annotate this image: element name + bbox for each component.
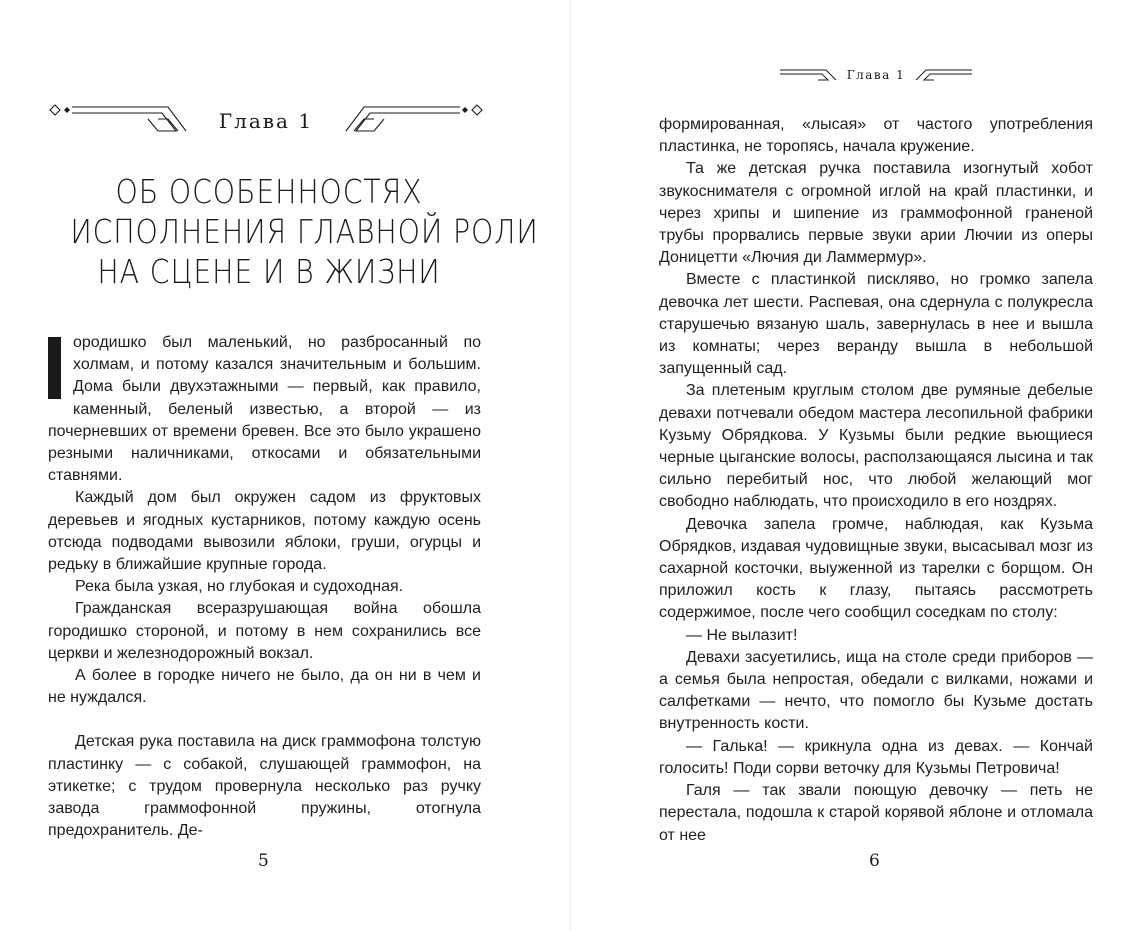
paragraph: Детская рука поставила на диск граммофона толстую пластинку — с собакой, слушающей граммофон, на этикетке; с трудом провернула несколько раз ручку завода граммофонной пружины, отогнула предохранитель. Де- (48, 733, 481, 840)
paragraph: Каждый дом был окружен садом из фруктовых деревьев и ягодных кустарников, потому каждую осень отсюда подводами вывозили яблоки, груши, огурцы и редьку в ближайшие крупные города. (48, 489, 481, 574)
paragraph: — Галька! — крикнула одна из девах. — Кончай голосить! Поди сорви веточку для Кузьмы Петровича! (659, 737, 1093, 777)
paragraph: Вместе с пластинкой пискляво, но громко запела девочка лет шести. Распевая, она сдернула с полукресла старушечью вязаную шаль, завернулась в нее и вышла из комнаты; через веранду вышла в небольшой запущенный сад. (659, 271, 1093, 378)
paragraph: Девахи засуетились, ища на столе среди приборов — а семья была непростая, обедали с вилками, ножами и салфетками — нечто, что помогло бы Кузьме достать внутренность кости. (659, 648, 1093, 733)
chapter-title-line: НА СЦЕНЕ И В ЖИЗНИ (97, 252, 441, 291)
left-page-text (48, 332, 481, 842)
paragraph: формированная, «лысая» от частого употребления пластинка, не торопясь, начала кружение. (659, 116, 1093, 156)
chapter-title-line: ОБ ОСОБЕННОСТЯХ (115, 172, 423, 211)
left-page (0, 0, 570, 931)
paragraph: Гражданская всеразрушающая война обошла городишко стороной, и потому в нем сохранились все церкви и железнодорожный вокзал. (48, 600, 481, 662)
chapter-header (48, 98, 484, 138)
right-page-text (659, 114, 1093, 847)
chapter-label: Глава 1 (218, 109, 314, 133)
paragraph: Девочка запела громче, наблюдая, как Кузьма Обрядков, издавая чудовищные звуки, высасывал мозг из сахарной косточки, выуженной из тарелки с борщом. Он приложил кость к глазу, пытаясь рассмотреть содержимое, после чего сообщил соседкам по столу: (659, 515, 1093, 622)
running-head (778, 66, 974, 82)
page-number: 5 (258, 851, 269, 871)
paragraph: — Не вылазит! (686, 626, 798, 644)
ornament-right-icon (344, 98, 484, 138)
section-break (48, 709, 481, 731)
paragraph: Галя — так звали поющую девочку — петь не перестала, подошла к старой корявой яблоне и отломала от нее (659, 782, 1093, 844)
running-head-ornament-right-icon (914, 66, 974, 82)
paragraph: Река была узкая, но глубокая и судоходная. (75, 578, 404, 596)
paragraph: А более в городке ничего не было, да он ни в чем и не нуждался. (48, 667, 481, 707)
paragraph: Та же детская ручка поставила изогнутый хобот звукоснимателя с огромной иглой на край пластинки, и через хрипы и шипение из граммофонной граненой трубы прорвались первые звуки арии Лючии из оперы Доницетти «Лючия ди Ламмермур». (659, 160, 1093, 267)
chapter-title-line: ИСПОЛНЕНИЯ ГЛАВНОЙ РОЛИ (70, 212, 539, 251)
paragraph: ородишко был маленький, но разбросанный по холмам, и потому казался значительным и большим. Дома были двухэтажными — первый, как правило, каменный, беленый известью, а второй — из почерневших от времени бревен. Все это было украшено резными наличниками, откосами и обязательными ставнями. (48, 334, 481, 485)
page-number: 6 (869, 851, 880, 871)
chapter-title (70, 172, 539, 292)
right-page (571, 0, 1148, 931)
running-title: Глава 1 (846, 68, 906, 82)
drop-cap-letter (48, 337, 61, 399)
paragraph: За плетеным круглым столом две румяные дебелые девахи потчевали обедом мастера лесопильной фабрики Кузьму Обрядкова. У Кузьмы были редкие вьющиеся черные цыганские волосы, расползающаяся лысина и так сильно перебитый нос, что любой желающий мог свободно наблюдать, что происходило в его ноздрях. (659, 382, 1093, 511)
